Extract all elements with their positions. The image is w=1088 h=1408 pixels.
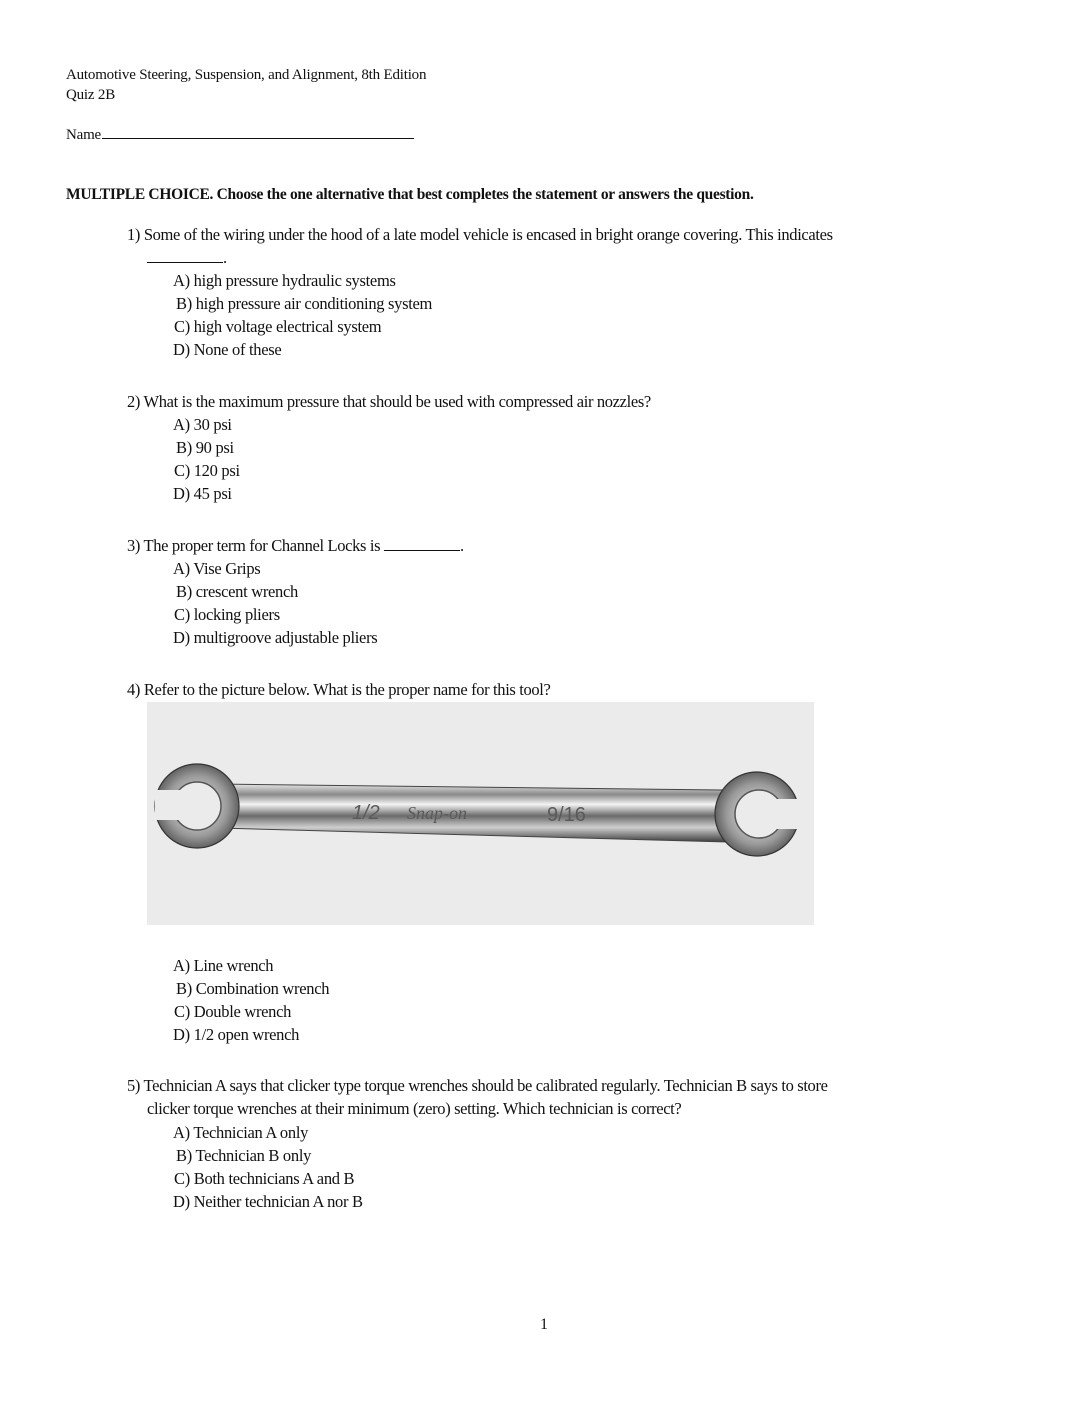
question-text: Refer to the picture below. What is the proper name for this tool?: [143, 680, 551, 699]
option-4b: B) Combination wrench: [176, 979, 330, 998]
option-2c: C) 120 psi: [174, 461, 240, 480]
name-label: Name: [66, 127, 102, 143]
option-1c: C) high voltage electrical system: [174, 317, 382, 336]
question-5-text-line2: clicker torque wrenches at their minimum (zero) setting. Which technician is correct?: [147, 1099, 682, 1118]
question-number: 4): [127, 680, 141, 699]
question-text: Technician A says that clicker type torque wrenches should be calibrated regularly. Technician B says to store: [143, 1076, 828, 1095]
wrench-figure: [147, 702, 814, 925]
option-2d: D) 45 psi: [173, 484, 232, 503]
question-3-text: 3) The proper term for Channel Locks is .: [127, 536, 464, 555]
option-5c: C) Both technicians A and B: [174, 1169, 355, 1188]
option-4c: C) Double wrench: [174, 1002, 292, 1021]
page-number: 1: [540, 1316, 548, 1333]
option-3a: A) Vise Grips: [173, 559, 261, 578]
option-4a: A) Line wrench: [173, 956, 274, 975]
question-1-blank: .: [147, 248, 227, 268]
option-2b: B) 90 psi: [176, 438, 234, 457]
question-number: 3): [127, 536, 141, 555]
option-3c: C) locking pliers: [174, 605, 280, 624]
section-instructions: MULTIPLE CHOICE. Choose the one alternative that best completes the statement or answers the question.: [66, 186, 754, 203]
option-1b: B) high pressure air conditioning system: [176, 294, 433, 313]
name-field[interactable]: [66, 126, 414, 144]
option-5b: B) Technician B only: [176, 1146, 312, 1165]
question-text: What is the maximum pressure that should be used with compressed air nozzles?: [143, 392, 651, 411]
stamp-size-left: 1/2: [352, 802, 380, 824]
question-text: The proper term for Channel Locks is: [143, 536, 381, 555]
option-1d: D) None of these: [173, 340, 282, 359]
option-5a: A) Technician A only: [173, 1123, 309, 1142]
question-4-text: [127, 680, 551, 700]
option-5d: D) Neither technician A nor B: [173, 1192, 363, 1211]
option-1a: A) high pressure hydraulic systems: [173, 271, 396, 290]
name-blank-line[interactable]: [102, 126, 414, 139]
question-text: Some of the wiring under the hood of a late model vehicle is encased in bright orange covering. This indicates: [143, 225, 833, 244]
answer-blank-line: [147, 251, 223, 263]
flare-nut-wrench-icon: [147, 702, 814, 925]
question-number: 5): [127, 1076, 141, 1095]
question-5-text: [127, 1076, 828, 1096]
question-2-text: [127, 392, 651, 412]
question-number: 2): [127, 392, 141, 411]
option-2a: A) 30 psi: [173, 415, 232, 434]
stamp-brand: Snap-on: [407, 803, 467, 823]
answer-blank-line: [384, 539, 460, 551]
question-1-text: [127, 225, 833, 245]
quiz-title: Quiz 2B: [66, 87, 116, 103]
question-number: 1): [127, 225, 141, 244]
option-3d: D) multigroove adjustable pliers: [173, 628, 378, 647]
book-title: Automotive Steering, Suspension, and Alignment, 8th Edition: [66, 67, 427, 83]
stamp-size-right: 9/16: [547, 804, 586, 826]
option-4d: D) 1/2 open wrench: [173, 1025, 300, 1044]
option-3b: B) crescent wrench: [176, 582, 298, 601]
